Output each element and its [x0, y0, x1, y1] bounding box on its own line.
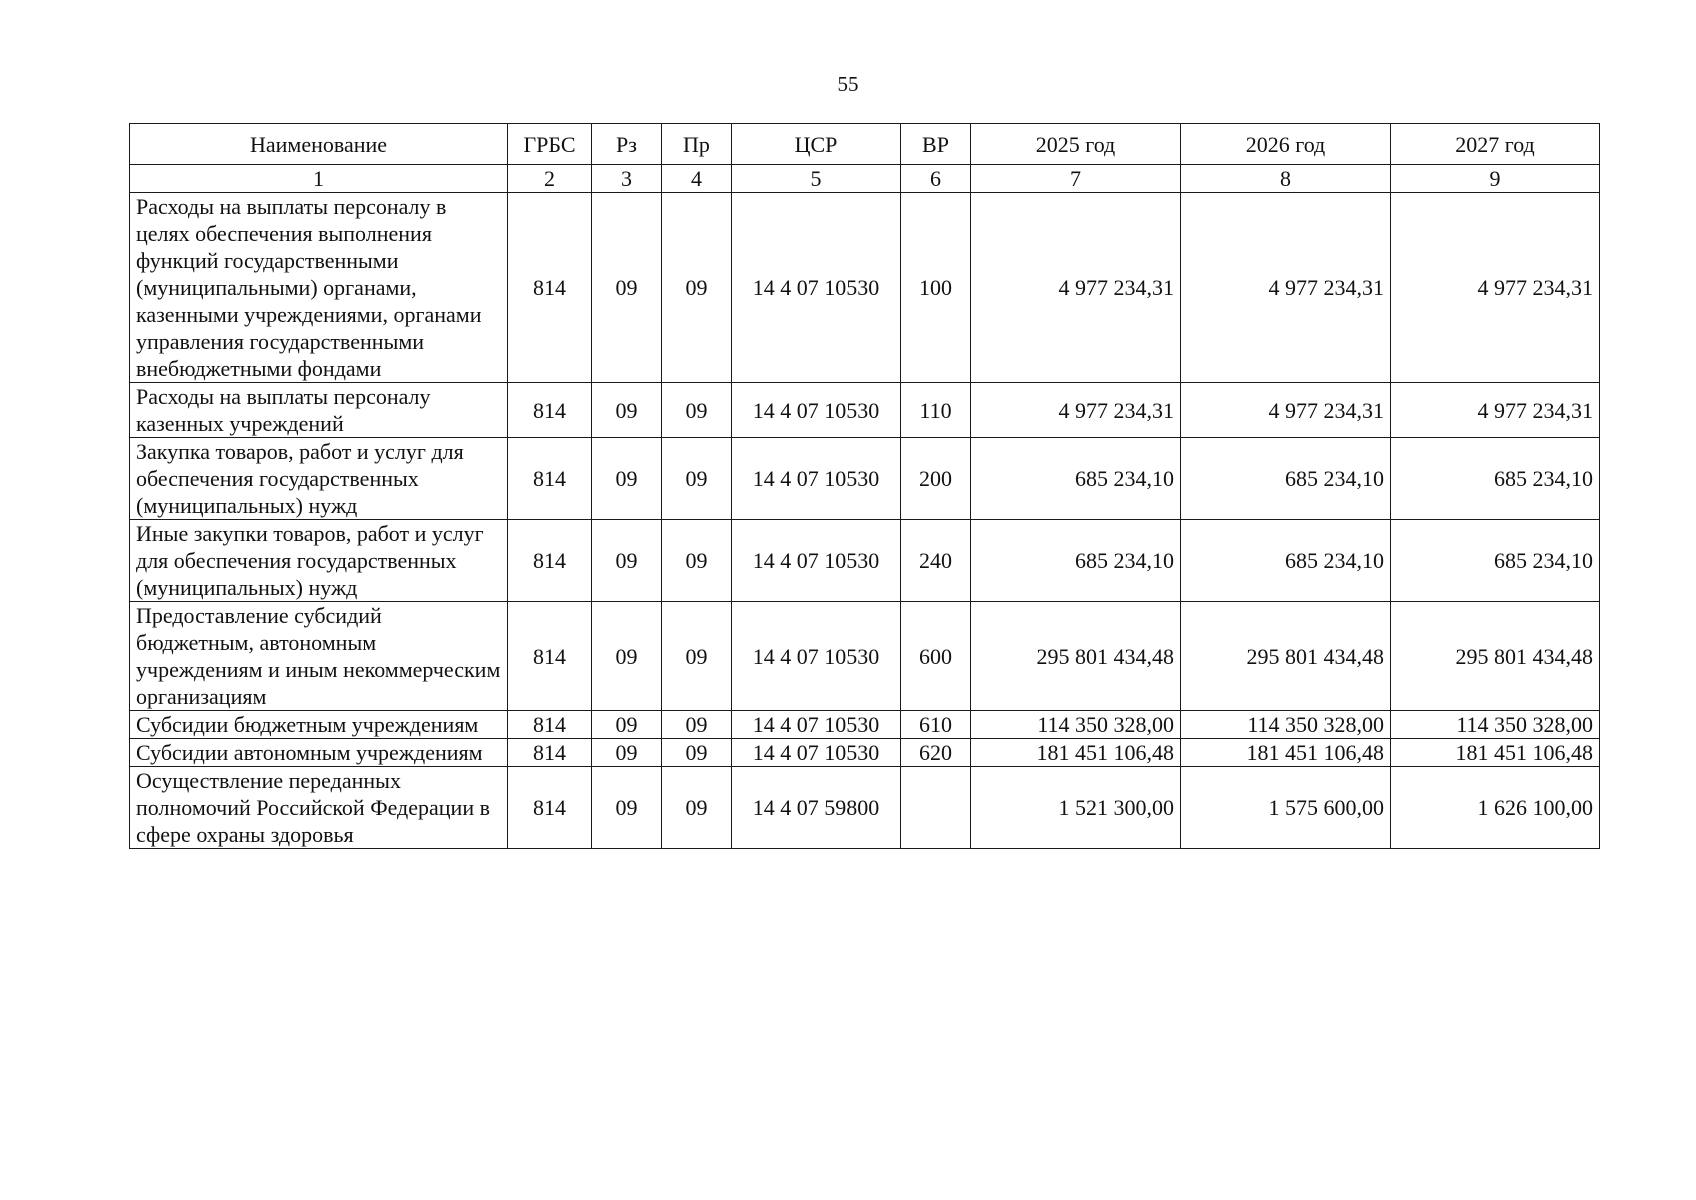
row-amount-2027: 685 234,10 — [1391, 438, 1600, 520]
row-name: Субсидии автономным учреждениям — [130, 739, 508, 767]
row-amount-2026: 685 234,10 — [1181, 438, 1391, 520]
row-amount-2025: 181 451 106,48 — [971, 739, 1181, 767]
row-grbs: 814 — [508, 767, 592, 849]
row-name: Предоставление субсидий бюджетным, автономным учреждениям и иным некоммерческим организациям — [130, 602, 508, 711]
row-rz: 09 — [592, 520, 662, 602]
row-grbs: 814 — [508, 602, 592, 711]
column-number: 1 — [130, 165, 508, 193]
column-number: 2 — [508, 165, 592, 193]
row-rz: 09 — [592, 767, 662, 849]
row-vr: 620 — [901, 739, 971, 767]
row-csr: 14 4 07 59800 — [732, 767, 901, 849]
table-row — [130, 602, 1600, 711]
row-pr: 09 — [662, 767, 732, 849]
row-csr: 14 4 07 10530 — [732, 383, 901, 438]
row-amount-2027: 1 626 100,00 — [1391, 767, 1600, 849]
header-vr: ВР — [901, 124, 971, 165]
column-number: 3 — [592, 165, 662, 193]
row-vr — [901, 767, 971, 849]
row-pr: 09 — [662, 520, 732, 602]
row-vr: 240 — [901, 520, 971, 602]
row-amount-2026: 295 801 434,48 — [1181, 602, 1391, 711]
column-number: 7 — [971, 165, 1181, 193]
row-grbs: 814 — [508, 438, 592, 520]
row-name: Осуществление переданных полномочий Российской Федерации в сфере охраны здоровья — [130, 767, 508, 849]
header-grbs: ГРБС — [508, 124, 592, 165]
header-2025: 2025 год — [971, 124, 1181, 165]
row-name: Расходы на выплаты персоналу казенных учреждений — [130, 383, 508, 438]
row-amount-2026: 4 977 234,31 — [1181, 383, 1391, 438]
header-name: Наименование — [130, 124, 508, 165]
row-amount-2026: 114 350 328,00 — [1181, 711, 1391, 739]
row-csr: 14 4 07 10530 — [732, 520, 901, 602]
page-number: 55 — [837, 72, 859, 96]
header-2026: 2026 год — [1181, 124, 1391, 165]
row-rz: 09 — [592, 438, 662, 520]
row-amount-2025: 295 801 434,48 — [971, 602, 1181, 711]
row-csr: 14 4 07 10530 — [732, 438, 901, 520]
row-csr: 14 4 07 10530 — [732, 193, 901, 383]
column-number: 8 — [1181, 165, 1391, 193]
column-number: 4 — [662, 165, 732, 193]
row-amount-2026: 1 575 600,00 — [1181, 767, 1391, 849]
table-row — [130, 739, 1600, 767]
row-name: Иные закупки товаров, работ и услуг для обеспечения государственных (муниципальных) нужд — [130, 520, 508, 602]
row-name: Расходы на выплаты персоналу в целях обеспечения выполнения функций государственными (муниципальными) органами, казенными учреждениями, органами управления государственными внебюджетными фондами — [130, 193, 508, 383]
row-amount-2026: 685 234,10 — [1181, 520, 1391, 602]
header-rz: Рз — [592, 124, 662, 165]
header-csr: ЦСР — [732, 124, 901, 165]
table-row — [130, 520, 1600, 602]
row-amount-2027: 295 801 434,48 — [1391, 602, 1600, 711]
row-amount-2027: 4 977 234,31 — [1391, 193, 1600, 383]
budget-table — [129, 123, 1600, 849]
row-rz: 09 — [592, 193, 662, 383]
row-pr: 09 — [662, 602, 732, 711]
row-pr: 09 — [662, 193, 732, 383]
row-name: Закупка товаров, работ и услуг для обеспечения государственных (муниципальных) нужд — [130, 438, 508, 520]
row-grbs: 814 — [508, 193, 592, 383]
header-pr: Пр — [662, 124, 732, 165]
row-grbs: 814 — [508, 520, 592, 602]
row-amount-2025: 1 521 300,00 — [971, 767, 1181, 849]
row-pr: 09 — [662, 711, 732, 739]
row-csr: 14 4 07 10530 — [732, 711, 901, 739]
header-row — [130, 124, 1600, 165]
row-vr: 610 — [901, 711, 971, 739]
row-name: Субсидии бюджетным учреждениям — [130, 711, 508, 739]
row-csr: 14 4 07 10530 — [732, 739, 901, 767]
row-rz: 09 — [592, 383, 662, 438]
column-number: 5 — [732, 165, 901, 193]
table-row — [130, 767, 1600, 849]
row-vr: 600 — [901, 602, 971, 711]
row-amount-2025: 685 234,10 — [971, 520, 1181, 602]
row-rz: 09 — [592, 602, 662, 711]
table-row — [130, 383, 1600, 438]
column-number-row — [130, 165, 1600, 193]
row-vr: 200 — [901, 438, 971, 520]
column-number: 6 — [901, 165, 971, 193]
row-amount-2027: 181 451 106,48 — [1391, 739, 1600, 767]
row-vr: 110 — [901, 383, 971, 438]
header-2027: 2027 год — [1391, 124, 1600, 165]
row-amount-2027: 4 977 234,31 — [1391, 383, 1600, 438]
row-amount-2026: 4 977 234,31 — [1181, 193, 1391, 383]
row-amount-2025: 4 977 234,31 — [971, 383, 1181, 438]
row-pr: 09 — [662, 438, 732, 520]
row-grbs: 814 — [508, 383, 592, 438]
row-pr: 09 — [662, 383, 732, 438]
row-vr: 100 — [901, 193, 971, 383]
column-number: 9 — [1391, 165, 1600, 193]
row-amount-2026: 181 451 106,48 — [1181, 739, 1391, 767]
row-grbs: 814 — [508, 711, 592, 739]
row-rz: 09 — [592, 711, 662, 739]
table-row — [130, 438, 1600, 520]
row-csr: 14 4 07 10530 — [732, 602, 901, 711]
row-amount-2025: 685 234,10 — [971, 438, 1181, 520]
row-amount-2025: 114 350 328,00 — [971, 711, 1181, 739]
row-grbs: 814 — [508, 739, 592, 767]
table-row — [130, 193, 1600, 383]
row-pr: 09 — [662, 739, 732, 767]
table-row — [130, 711, 1600, 739]
row-rz: 09 — [592, 739, 662, 767]
row-amount-2027: 114 350 328,00 — [1391, 711, 1600, 739]
row-amount-2027: 685 234,10 — [1391, 520, 1600, 602]
row-amount-2025: 4 977 234,31 — [971, 193, 1181, 383]
